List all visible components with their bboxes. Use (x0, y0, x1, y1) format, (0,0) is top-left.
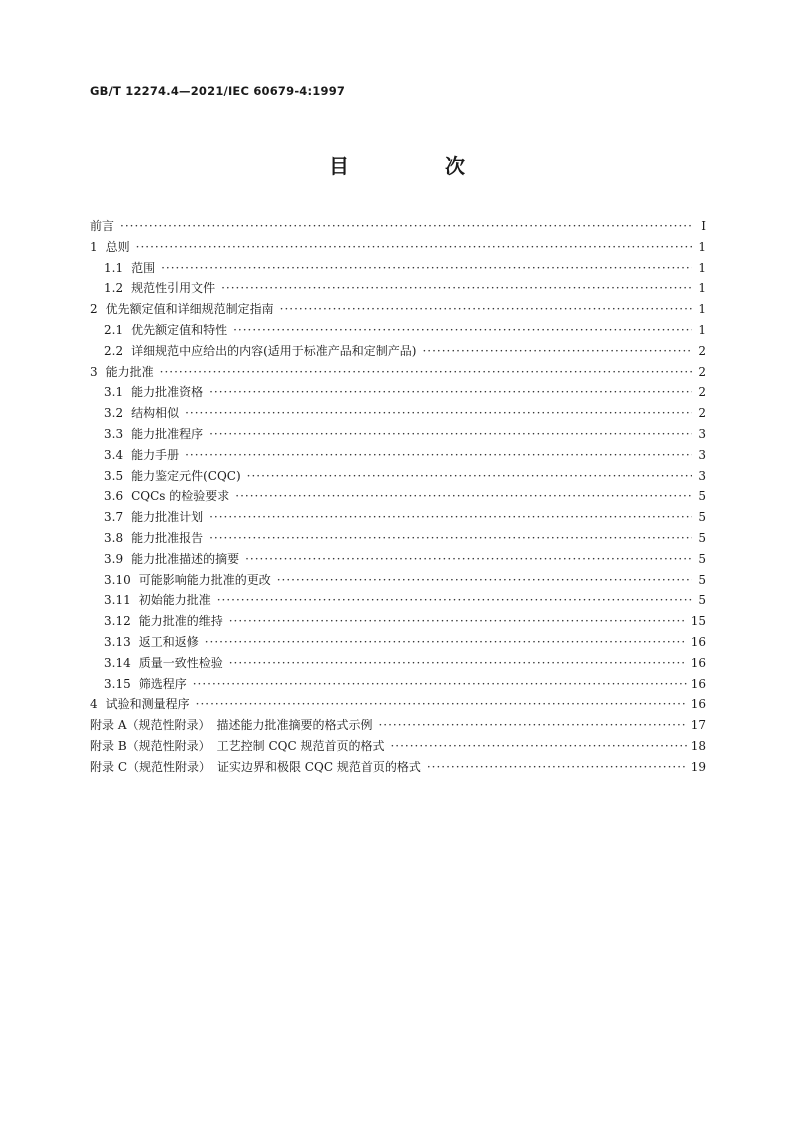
toc-entry-number: 3.15 (104, 676, 131, 691)
toc-leader-dots (205, 632, 687, 653)
toc-entry-label (104, 278, 215, 299)
toc-entry-label (90, 736, 384, 757)
toc-entry[interactable] (90, 736, 706, 757)
toc-leader-dots (235, 486, 692, 507)
toc-entry-label (104, 570, 271, 591)
toc-entry-label (104, 549, 239, 570)
toc-entry[interactable] (90, 278, 706, 299)
toc-entry-text: 附录 C（规范性附录） 证实边界和极限 CQC 规范首页的格式 (90, 759, 421, 774)
toc-entry[interactable] (90, 590, 706, 611)
toc-entry-text: 试验和测量程序 (105, 697, 190, 712)
toc-leader-dots (233, 320, 692, 341)
toc-leader-dots (161, 258, 692, 279)
toc-entry-number: 3.3 (104, 426, 124, 441)
toc-leader-dots (277, 570, 692, 591)
toc-entry-label (104, 528, 203, 549)
toc-entry-text: 附录 A（规范性附录） 描述能力批准摘要的格式示例 (90, 718, 373, 733)
toc-entry[interactable] (90, 528, 706, 549)
toc-entry-label (90, 715, 372, 736)
toc-leader-dots (427, 757, 687, 778)
toc-entry[interactable] (90, 694, 706, 715)
toc-leader-dots (209, 528, 692, 549)
toc-leader-dots (196, 694, 687, 715)
toc-entry-label (104, 466, 241, 487)
toc-entry[interactable] (90, 632, 706, 653)
toc-leader-dots (209, 382, 692, 403)
toc-entry-page: 5 (698, 530, 706, 545)
toc-entry-text: 能力鉴定元件(CQC) (131, 468, 241, 483)
toc-entry-label (104, 611, 223, 632)
toc-entry[interactable] (90, 382, 706, 403)
toc-entry-number: 3.12 (104, 614, 131, 629)
toc-entry-page: 1 (698, 260, 706, 275)
toc-leader-dots (247, 466, 692, 487)
toc-entry[interactable] (90, 570, 706, 591)
toc-entry[interactable] (90, 549, 706, 570)
toc-entry-page: 16 (690, 634, 706, 649)
toc-entry[interactable] (90, 715, 706, 736)
toc-leader-dots (185, 445, 692, 466)
toc-entry-label (90, 757, 421, 778)
toc-entry[interactable] (90, 362, 706, 383)
toc-leader-dots (136, 237, 692, 258)
toc-entry-number: 3.13 (104, 634, 131, 649)
toc-entry-page: 2 (698, 343, 706, 358)
toc-entry-text: 范围 (131, 260, 156, 275)
toc-entry[interactable] (90, 486, 706, 507)
toc-entry-text: 总则 (105, 239, 130, 254)
toc-entry-label (90, 237, 130, 258)
toc-entry[interactable] (90, 403, 706, 424)
toc-entry[interactable] (90, 466, 706, 487)
toc-entry-label (104, 590, 211, 611)
toc-entry-text: 附录 B（规范性附录） 工艺控制 CQC 规范首页的格式 (90, 738, 385, 753)
toc-entry-label (104, 341, 416, 362)
toc-leader-dots (422, 341, 692, 362)
page-title: 目 次 (329, 154, 503, 178)
toc-entry-label (104, 403, 179, 424)
toc-entry-label (90, 216, 114, 237)
toc-entry-label (104, 382, 203, 403)
toc-entry-number: 2 (90, 302, 98, 317)
toc-entry-number: 1.2 (104, 281, 124, 296)
toc-entry-number: 1 (90, 239, 98, 254)
toc-entry-text: 能力批准计划 (131, 510, 204, 525)
toc-entry-label (104, 632, 199, 653)
toc-entry-text: 能力批准资格 (131, 385, 204, 400)
toc-entry-label (104, 507, 203, 528)
toc-leader-dots (209, 424, 692, 445)
toc-entry-text: 详细规范中应给出的内容(适用于标准产品和定制产品) (131, 343, 417, 358)
toc-entry[interactable] (90, 258, 706, 279)
toc-entry-number: 2.1 (104, 322, 124, 337)
toc-leader-dots (120, 216, 692, 237)
toc-entry-page: 5 (698, 551, 706, 566)
toc-entry-text: 能力批准报告 (131, 530, 204, 545)
toc-entry-label (104, 674, 187, 695)
toc-entry-text: 优先额定值和详细规范制定指南 (105, 302, 274, 317)
toc-entry-label (104, 486, 229, 507)
toc-entry-text: 能力批准描述的摘要 (131, 551, 240, 566)
toc-entry[interactable] (90, 341, 706, 362)
toc-entry-page: 5 (698, 489, 706, 504)
toc-entry[interactable] (90, 424, 706, 445)
toc-entry-page: 17 (690, 718, 706, 733)
toc-entry-page: 5 (698, 593, 706, 608)
toc-entry-number: 3.9 (104, 551, 124, 566)
toc-leader-dots (229, 611, 687, 632)
toc-leader-dots (185, 403, 692, 424)
toc-leader-dots (390, 736, 686, 757)
toc-entry-page: 2 (698, 406, 706, 421)
toc-entry-number: 3.11 (104, 593, 131, 608)
toc-leader-dots (245, 549, 692, 570)
toc-entry-page: 19 (690, 759, 706, 774)
toc-leader-dots (209, 507, 692, 528)
toc-leader-dots (280, 299, 692, 320)
toc-entry-page: 16 (690, 676, 706, 691)
toc-entry-text: 结构相似 (131, 406, 180, 421)
toc-entry-text: 可能影响能力批准的更改 (138, 572, 271, 587)
toc-entry[interactable] (90, 507, 706, 528)
toc-leader-dots (229, 653, 687, 674)
toc-leader-dots (217, 590, 692, 611)
toc-entry-text: 筛选程序 (138, 676, 187, 691)
toc-entry-label (90, 694, 190, 715)
toc-leader-dots (378, 715, 686, 736)
toc-entry-page: 1 (698, 281, 706, 296)
toc-entry-label (104, 258, 155, 279)
toc-entry-text: 规范性引用文件 (131, 281, 216, 296)
toc-entry-page: 5 (698, 510, 706, 525)
toc-entry[interactable] (90, 653, 706, 674)
toc-entry[interactable] (90, 216, 706, 237)
toc-entry-number: 3.14 (104, 655, 131, 670)
toc-entry-text: 质量一致性检验 (138, 655, 223, 670)
toc-entry-text: 返工和返修 (138, 634, 199, 649)
toc-entry-page: 3 (698, 426, 706, 441)
toc-entry-page: 1 (698, 322, 706, 337)
toc-entry[interactable] (90, 237, 706, 258)
toc-entry-page: 3 (698, 447, 706, 462)
toc-entry[interactable] (90, 757, 706, 778)
toc-entry-number: 3 (90, 364, 98, 379)
toc-entry-page: 16 (690, 655, 706, 670)
toc-entry-page: 15 (690, 614, 706, 629)
toc-entry-page: 3 (698, 468, 706, 483)
toc-entry-page: 2 (698, 364, 706, 379)
standard-code: GB/T 12274.4—2021/IEC 60679-4:1997 (90, 84, 346, 98)
toc-entry-page: 18 (690, 738, 706, 753)
toc-entry-text: 优先额定值和特性 (131, 322, 228, 337)
toc-entry-label (104, 320, 227, 341)
toc-leader-dots (160, 362, 692, 383)
toc-entry-number: 3.1 (104, 385, 124, 400)
table-of-contents (90, 216, 706, 778)
toc-entry-number: 3.10 (104, 572, 131, 587)
toc-entry-label (90, 362, 154, 383)
toc-leader-dots (193, 674, 687, 695)
toc-entry-page: 2 (698, 385, 706, 400)
toc-entry-text: 能力批准的维持 (138, 614, 223, 629)
toc-entry-page: 16 (690, 697, 706, 712)
toc-entry-number: 3.5 (104, 468, 124, 483)
toc-entry-number: 4 (90, 697, 98, 712)
toc-entry-page: Ⅰ (701, 219, 706, 233)
toc-entry-label (90, 299, 274, 320)
toc-entry-number: 3.7 (104, 510, 124, 525)
toc-entry-text: 能力批准 (105, 364, 154, 379)
toc-entry-text: 前言 (90, 219, 115, 233)
toc-entry-text: 能力手册 (131, 447, 180, 462)
toc-entry[interactable] (90, 674, 706, 695)
toc-entry[interactable] (90, 611, 706, 632)
toc-entry-number: 3.8 (104, 530, 124, 545)
toc-entry-number: 1.1 (104, 260, 124, 275)
toc-entry-text: CQCs 的检验要求 (131, 489, 230, 504)
toc-entry-page: 1 (698, 302, 706, 317)
toc-entry-text: 能力批准程序 (131, 426, 204, 441)
toc-entry-number: 2.2 (104, 343, 124, 358)
toc-entry[interactable] (90, 320, 706, 341)
toc-entry-label (104, 445, 179, 466)
toc-leader-dots (221, 278, 692, 299)
toc-entry-page: 5 (698, 572, 706, 587)
toc-entry[interactable] (90, 445, 706, 466)
toc-entry-number: 3.2 (104, 406, 124, 421)
toc-entry-label (104, 653, 223, 674)
toc-entry-number: 3.4 (104, 447, 124, 462)
toc-entry-number: 3.6 (104, 489, 124, 504)
toc-entry-page: 1 (698, 239, 706, 254)
toc-entry-text: 初始能力批准 (138, 593, 211, 608)
toc-entry-label (104, 424, 203, 445)
toc-entry[interactable] (90, 299, 706, 320)
